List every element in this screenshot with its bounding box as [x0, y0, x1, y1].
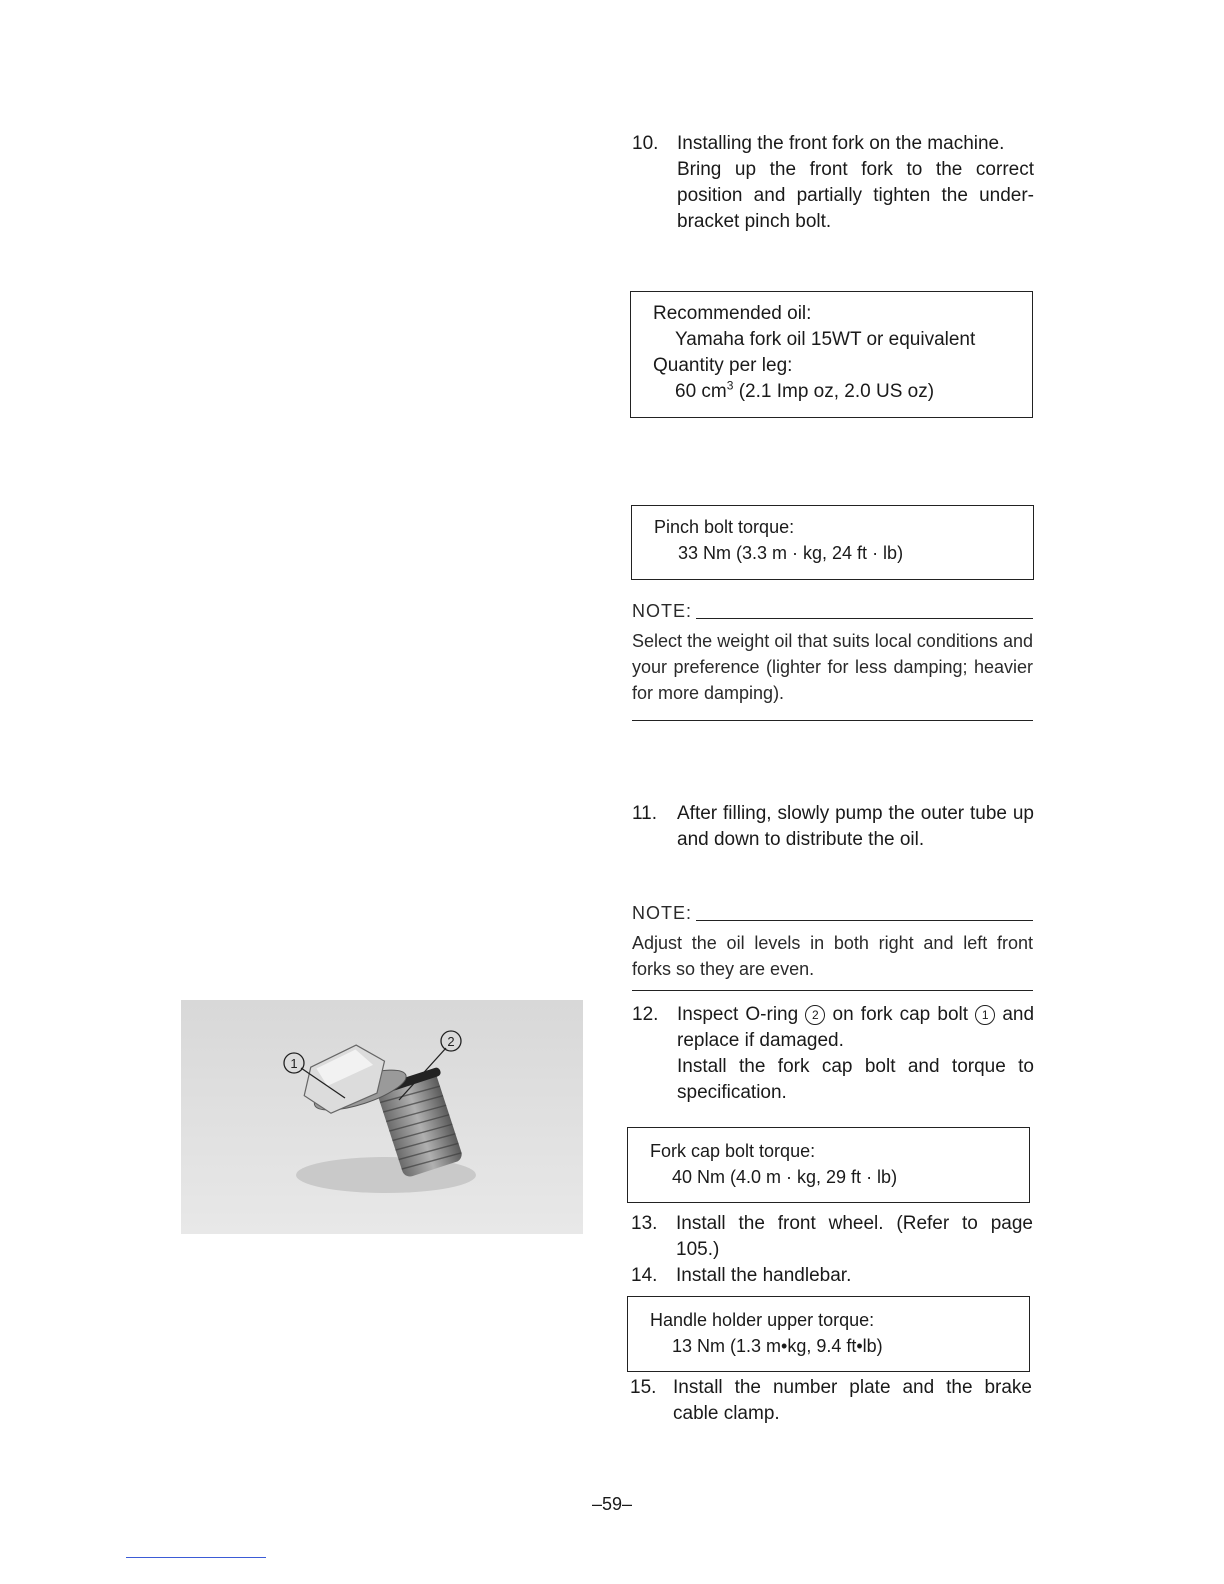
- oil-value: Yamaha fork oil 15WT or equivalent: [675, 329, 976, 350]
- step-number: 15.: [630, 1377, 657, 1398]
- step-text: Inspect O-ring 2 on fork cap bolt 1 and replace if damaged.: [677, 1004, 1035, 1051]
- step-number: 10.: [632, 133, 659, 154]
- step-11: [632, 801, 1034, 853]
- step-14: [631, 1263, 1033, 1289]
- handle-label: Handle holder upper torque:: [650, 1310, 875, 1330]
- note-text: Select the weight oil that suits local conditions and your preference (lighter for less damping; heavier for more damping).: [632, 631, 1033, 703]
- step-13: [631, 1211, 1033, 1263]
- step-text: Install the number plate and the brake cable clamp.: [673, 1377, 1032, 1424]
- note-heading: NOTE:: [632, 903, 693, 923]
- forkcap-label: Fork cap bolt torque:: [650, 1141, 816, 1161]
- forkcap-value: 40 Nm (4.0 m · kg, 29 ft · lb): [672, 1167, 898, 1187]
- quantity-label: Quantity per leg:: [653, 355, 793, 376]
- callout-2-ref: 2: [805, 1005, 825, 1025]
- note-heading: NOTE:: [632, 601, 693, 621]
- recommended-oil-box: [630, 291, 1033, 418]
- step-10: [632, 131, 1034, 235]
- step-text-2: Install the fork cap bolt and torque to specification.: [677, 1056, 1034, 1103]
- step-15: [630, 1375, 1032, 1427]
- step-text: Install the handlebar.: [676, 1265, 852, 1286]
- step-number: 12.: [632, 1004, 659, 1025]
- pinch-value: 33 Nm (3.3 m · kg, 24 ft · lb): [678, 543, 904, 563]
- callout-1-ref: 1: [975, 1005, 995, 1025]
- step-12: [632, 1002, 1034, 1106]
- step-text: After filling, slowly pump the outer tube up and down to distribute the oil.: [677, 803, 1034, 850]
- note-text: Adjust the oil levels in both right and left front forks so they are even.: [632, 933, 1033, 979]
- svg-text:2: 2: [447, 1034, 455, 1049]
- svg-text:1: 1: [290, 1056, 298, 1071]
- step-text: Bring up the front fork to the correct position and partially tighten the under-bracket pinch bolt.: [677, 159, 1034, 232]
- step-text: Install the front wheel. (Refer to page 105.): [676, 1213, 1033, 1260]
- pinch-label: Pinch bolt torque:: [654, 517, 795, 537]
- oil-label: Recommended oil:: [653, 303, 812, 324]
- step-number: 11.: [632, 803, 658, 824]
- fork-cap-bolt-torque-box: [627, 1127, 1030, 1203]
- handle-holder-torque-box: [627, 1296, 1030, 1372]
- fork-cap-bolt-photo: [181, 1000, 583, 1234]
- note-oil-levels: [632, 900, 1033, 991]
- quantity-value: 60 $cm^3$ (2.1 Imp oz, 2.0 US oz): [675, 378, 935, 402]
- step-number: 13.: [631, 1213, 658, 1234]
- page-number: –59–: [591, 1494, 633, 1514]
- handle-value: 13 Nm (1.3 m•kg, 9.4 ft•lb): [672, 1336, 883, 1356]
- step-number: 14.: [631, 1265, 658, 1286]
- footer-rule: [126, 1557, 266, 1558]
- pinch-bolt-torque-box: [631, 505, 1034, 580]
- note-oil-weight: [632, 598, 1033, 721]
- step-title: Installing the front fork on the machine.: [677, 133, 1005, 154]
